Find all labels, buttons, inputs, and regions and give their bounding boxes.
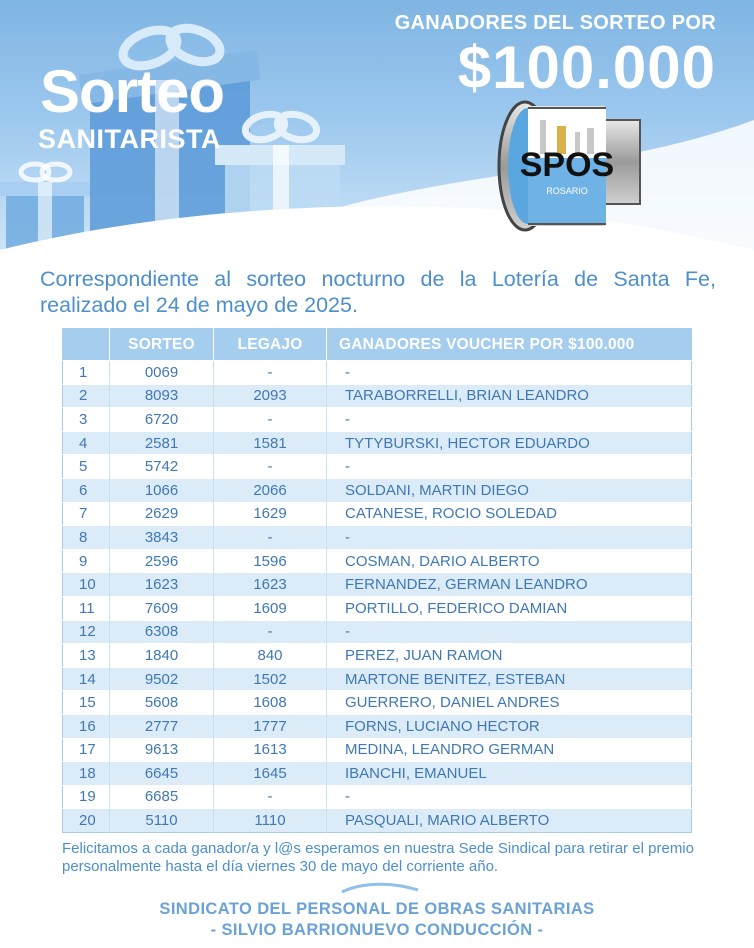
cell-legajo: 1609 [214, 596, 327, 620]
cell-ganador: PASQUALI, MARIO ALBERTO [327, 809, 692, 833]
cell-sorteo: 9613 [110, 738, 214, 762]
cell-ganador: FORNS, LUCIANO HECTOR [327, 714, 692, 738]
footer-wave-decoration [340, 882, 420, 896]
cell-legajo: 1623 [214, 573, 327, 597]
table-header-row [63, 329, 692, 361]
cell-ganador: CATANESE, ROCIO SOLEDAD [327, 502, 692, 526]
footer-union-name: SINDICATO DEL PERSONAL DE OBRAS SANITARIAS [159, 900, 595, 918]
table-row [63, 596, 692, 620]
cell-ganador: - [327, 526, 692, 550]
table-row [63, 809, 692, 833]
cell-ganador: - [327, 620, 692, 644]
row-number: 4 [63, 431, 110, 455]
cell-legajo: 1502 [214, 667, 327, 691]
cell-ganador: PEREZ, JUAN RAMON [327, 644, 692, 668]
cell-ganador: TARABORRELLI, BRIAN LEANDRO [327, 384, 692, 408]
row-number: 15 [63, 691, 110, 715]
row-number: 20 [63, 809, 110, 833]
table-row [63, 408, 692, 432]
column-header-ganadores: GANADORES VOUCHER POR $100.000 [327, 329, 692, 361]
cell-ganador: SOLDANI, MARTIN DIEGO [327, 478, 692, 502]
table-row [63, 785, 692, 809]
row-number: 9 [63, 549, 110, 573]
cell-ganador: FERNANDEZ, GERMAN LEANDRO [327, 573, 692, 597]
cell-legajo: 840 [214, 644, 327, 668]
cell-sorteo: 8093 [110, 384, 214, 408]
cell-legajo: - [214, 455, 327, 479]
cell-sorteo: 2629 [110, 502, 214, 526]
congratulations-text: Felicitamos a cada ganador/a y l@s esperamos en nuestra Sede Sindical para retirar el premio personalmente hasta el día viernes 30 de mayo del corriente año. [62, 840, 694, 875]
row-number: 12 [63, 620, 110, 644]
cell-ganador: COSMAN, DARIO ALBERTO [327, 549, 692, 573]
cell-sorteo: 6720 [110, 408, 214, 432]
cell-legajo: 1110 [214, 809, 327, 833]
winners-table [62, 328, 692, 833]
table-row [63, 526, 692, 550]
row-number: 16 [63, 714, 110, 738]
row-number: 19 [63, 785, 110, 809]
cell-legajo: 1629 [214, 502, 327, 526]
cell-ganador: PORTILLO, FEDERICO DAMIAN [327, 596, 692, 620]
row-number: 14 [63, 667, 110, 691]
cell-sorteo: 0069 [110, 361, 214, 385]
column-header-sorteo: SORTEO [110, 329, 214, 361]
table-row [63, 502, 692, 526]
cell-legajo: 1596 [214, 549, 327, 573]
column-header-legajo: LEGAJO [214, 329, 327, 361]
row-number: 11 [63, 596, 110, 620]
cell-sorteo: 5742 [110, 455, 214, 479]
spos-logo-text: SPOS [519, 146, 615, 184]
cell-sorteo: 6685 [110, 785, 214, 809]
winners-amount: $100.000 [457, 34, 716, 101]
cell-sorteo: 6308 [110, 620, 214, 644]
cell-ganador: - [327, 361, 692, 385]
cell-ganador: - [327, 455, 692, 479]
winners-table-body [63, 361, 692, 833]
cell-sorteo: 5608 [110, 691, 214, 715]
row-number: 3 [63, 408, 110, 432]
row-number: 10 [63, 573, 110, 597]
table-row [63, 667, 692, 691]
cell-ganador: - [327, 408, 692, 432]
table-row [63, 455, 692, 479]
row-number: 6 [63, 478, 110, 502]
table-row [63, 478, 692, 502]
intro-text: Correspondiente al sorteo nocturno de la Lotería de Santa Fe, realizado el 24 de mayo de 2025. [40, 267, 716, 317]
table-row [63, 361, 692, 385]
table-row [63, 738, 692, 762]
cell-sorteo: 1623 [110, 573, 214, 597]
table-row [63, 762, 692, 786]
cell-sorteo: 1066 [110, 478, 214, 502]
cell-ganador: MARTONE BENITEZ, ESTEBAN [327, 667, 692, 691]
cell-legajo: 2093 [214, 384, 327, 408]
cell-legajo: 1645 [214, 762, 327, 786]
table-row [63, 714, 692, 738]
cell-sorteo: 1840 [110, 644, 214, 668]
table-row [63, 431, 692, 455]
cell-ganador: IBANCHI, EMANUEL [327, 762, 692, 786]
cell-sorteo: 6645 [110, 762, 214, 786]
table-row [63, 573, 692, 597]
row-number: 2 [63, 384, 110, 408]
spos-logo-subtext: ROSARIO [546, 186, 588, 196]
row-number: 18 [63, 762, 110, 786]
cell-legajo: - [214, 785, 327, 809]
cell-legajo: - [214, 408, 327, 432]
cell-ganador: - [327, 785, 692, 809]
cell-sorteo: 2596 [110, 549, 214, 573]
row-number: 13 [63, 644, 110, 668]
table-row [63, 384, 692, 408]
cell-ganador: MEDINA, LEANDRO GERMAN [327, 738, 692, 762]
row-number: 5 [63, 455, 110, 479]
cell-legajo: - [214, 361, 327, 385]
winners-label: GANADORES DEL SORTEO POR [394, 12, 716, 34]
footer-leadership: - SILVIO BARRIONUEVO CONDUCCIÓN - [210, 921, 544, 939]
column-header-number [63, 329, 110, 361]
cell-legajo: 1613 [214, 738, 327, 762]
table-row [63, 620, 692, 644]
cell-sorteo: 3843 [110, 526, 214, 550]
cell-sorteo: 7609 [110, 596, 214, 620]
cell-sorteo: 2777 [110, 714, 214, 738]
cell-legajo: 2066 [214, 478, 327, 502]
cell-legajo: 1608 [214, 691, 327, 715]
header-banner [0, 0, 754, 260]
cell-sorteo: 2581 [110, 431, 214, 455]
row-number: 7 [63, 502, 110, 526]
cell-ganador: GUERRERO, DANIEL ANDRES [327, 691, 692, 715]
cell-legajo: - [214, 526, 327, 550]
table-row [63, 691, 692, 715]
cell-sorteo: 5110 [110, 809, 214, 833]
cell-legajo: 1581 [214, 431, 327, 455]
cell-sorteo: 9502 [110, 667, 214, 691]
table-row [63, 549, 692, 573]
table-row [63, 644, 692, 668]
cell-legajo: 1777 [214, 714, 327, 738]
cell-legajo: - [214, 620, 327, 644]
row-number: 17 [63, 738, 110, 762]
logo-title: Sorteo [40, 58, 225, 125]
spos-logo [495, 98, 645, 238]
row-number: 8 [63, 526, 110, 550]
row-number: 1 [63, 361, 110, 385]
logo-subtitle: SANITARISTA [38, 124, 221, 154]
cell-ganador: TYTYBURSKI, HECTOR EDUARDO [327, 431, 692, 455]
